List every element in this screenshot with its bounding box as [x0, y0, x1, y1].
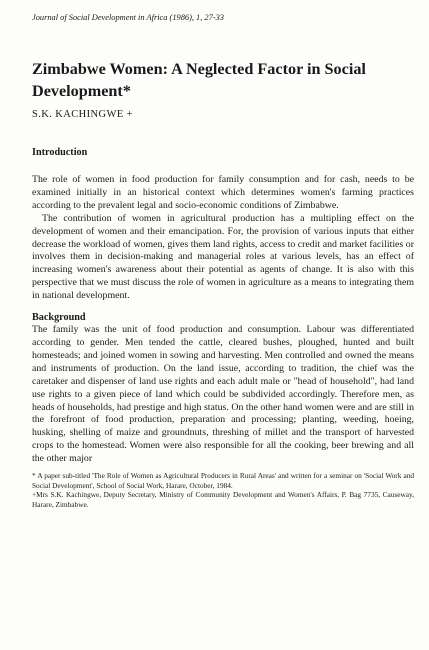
- footnote-author-affiliation: +Mrs S.K. Kachingwe, Deputy Secretary, Ministry of Community Development and Women's Affairs, P. Bag 7735, Causeway, Harare, Zimbabwe.: [32, 490, 414, 509]
- footnote-seminar: * A paper sub-titled 'The Role of Women as Agricultural Producers in Rural Areas' and written for a seminar on 'Social Work and Social Development', School of Social Work, Harare, October, 1984.: [32, 471, 414, 490]
- article-title: Zimbabwe Women: A Neglected Factor in Social Development*: [32, 60, 366, 100]
- footnotes: [32, 471, 414, 509]
- paper-page: [32, 12, 414, 509]
- background-heading: Background: [32, 312, 86, 324]
- introduction-paragraph-1: The role of women in food production for family consumption and for cash, needs to be examined initially in an historical context which determines women's farming practices according to the prevalent legal and socio-economic conditions of Zimbabwe.: [32, 174, 414, 211]
- introduction-heading: Introduction: [32, 147, 88, 158]
- journal-header: Journal of Social Development in Africa (1986), 1, 27-33: [32, 13, 224, 22]
- author-line: S.K. KACHINGWE +: [32, 109, 133, 120]
- background-paragraph-1: The family was the unit of food production and consumption. Labour was differentiated according to gender. Men tended the cattle, cleared bushes, ploughed, hunted and built homesteads; and joined women in sowing and harvesting. Men controlled and owned the means and instruments of production. On the land issue, according to tradition, the chief was the caretaker and dispenser of land use rights and each adult male or "head of household", had land use rights to a given piece of land which could be subdivided accordingly. Therefore men, as heads of households, had prestige and high status. On the other hand women were and are still in the forefront of food production, preparation and processing; planting, weeding, hoeing, husking, shelling of maize and groundnuts, threshing of millet and the transport of harvested crops to the homestead. Women were also responsible for all the cooking, beer brewing and all the other major: [32, 324, 414, 465]
- introduction-paragraph-2: The contribution of women in agricultural production has a multipling effect on the development of women and their emancipation. For, the provision of various inputs that either decrease the workload of women, gives them land rights, access to credit and market facilities or involves them in decision-making and managerial roles at various levels, has an effect of increasing women's awareness about their potential as agents of change. It is also with this perspective that we must discuss the role of women in agriculture as a means to integrating them in national development.: [32, 212, 414, 302]
